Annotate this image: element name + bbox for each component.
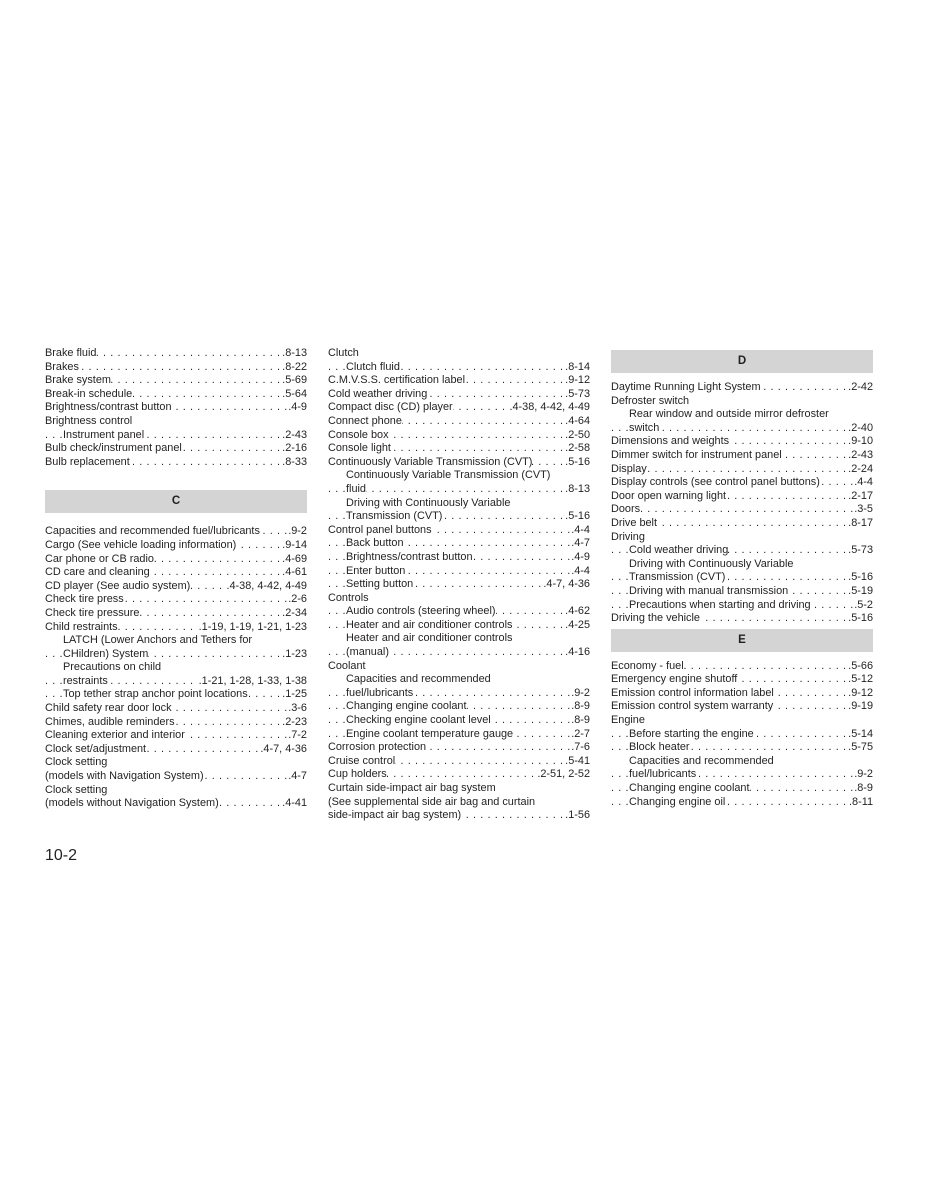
index-entry-text: Checking engine coolant level [346, 714, 491, 727]
index-entry-text: Driving with manual transmission [629, 584, 789, 597]
index-entry-text: (models with Navigation System) [45, 770, 204, 783]
index-entry-text: Back button [346, 537, 404, 550]
index-entry-text: restraints [63, 674, 108, 687]
index-entry-page: .5-75 [848, 741, 873, 754]
index-entry-text: Display controls (see control panel buttons) [611, 476, 820, 489]
index-entry-page: .9-12 [848, 686, 873, 699]
index-entry-text: Changing engine oil [629, 795, 726, 808]
index-entry [45, 702, 307, 716]
index-entry-text: Heater and air conditioner controls [346, 618, 513, 631]
index-entry [45, 374, 307, 388]
index-entry [328, 605, 590, 619]
index-entry [45, 539, 307, 553]
index-entry [611, 714, 873, 728]
index-entry-text: Setting button [346, 578, 414, 591]
index-entry-text: Economy - fuel [611, 659, 684, 672]
index-entry-text: Top tether strap anchor point locations [63, 688, 248, 701]
index-entry-text: Brightness/contrast button [45, 401, 172, 414]
index-entry-page: .5-69 [282, 374, 307, 387]
index-entry-page: .4-7 [288, 770, 307, 783]
index-entry [45, 388, 307, 402]
index-entry-text: Connect phone [328, 414, 402, 427]
index-entry-text: Defroster switch [611, 394, 690, 407]
index-entry-page: .2-34 [282, 606, 307, 619]
index-entry [611, 381, 873, 395]
index-entry [611, 490, 873, 504]
index-entry [611, 660, 873, 674]
index-entry-text: Continuously Variable Transmission (CVT) [346, 469, 551, 482]
index-entry [611, 796, 873, 810]
index-entry-page: .4-4 [571, 564, 590, 577]
index-entry-page: .7-6 [571, 741, 590, 754]
index-entry [45, 442, 307, 456]
index-entry-page: .9-12 [565, 374, 590, 387]
index-entry-page: .4-4 [854, 476, 873, 489]
index-entry [328, 429, 590, 443]
index-entry-page: .2-7 [571, 727, 590, 740]
index-entry-text: Brightness control [45, 414, 133, 427]
index-entry [328, 401, 590, 415]
index-entry-page: .8-11 [848, 795, 873, 808]
index-entry [45, 361, 307, 375]
index-entry [45, 347, 307, 361]
index-entry [45, 756, 307, 770]
index-entry-page: .5-2 [854, 598, 873, 611]
index-entry [611, 599, 873, 613]
index-entry [611, 558, 873, 572]
index-entry-text: Emission control information label [611, 686, 774, 699]
index-entry-page: .4-16 [565, 646, 590, 659]
index-entry-text: Cup holders [328, 768, 387, 781]
index-entry-page: .5-73 [848, 544, 873, 557]
index-entry-text: Precautions when starting and driving [629, 598, 811, 611]
index-entry-text: Cruise control [328, 754, 396, 767]
index-entry-text: Console light [328, 442, 391, 455]
index-entry-text: Enter button [346, 564, 406, 577]
section-header-d: D [611, 350, 873, 373]
index-entry [45, 415, 307, 429]
index-entry-page: .8-14 [565, 360, 590, 373]
index-entry-page: .2-58 [565, 442, 590, 455]
index-entry [45, 797, 307, 811]
index-entry [328, 497, 590, 511]
index-entry [328, 388, 590, 402]
index-entry-page: .8-22 [282, 360, 307, 373]
index-entry-page: .5-41 [565, 754, 590, 767]
index-entry-page: .2-23 [282, 715, 307, 728]
index-entry [611, 768, 873, 782]
index-entry-text: (manual) [346, 646, 389, 659]
index-entry [611, 544, 873, 558]
index-entry [611, 728, 873, 742]
index-entry-text: fuel/lubricants [629, 768, 697, 781]
index-entry-text: Emergency engine shutoff [611, 673, 738, 686]
index-entry [45, 743, 307, 757]
index-entry [328, 510, 590, 524]
index-entry [328, 796, 590, 810]
index-entry-page: .2-42 [848, 381, 873, 393]
index-entry-page: .8-9 [571, 714, 590, 727]
index-entry-page: .8-33 [282, 455, 307, 468]
index-entry-page: .4-4 [571, 523, 590, 536]
index-entry-text: Cargo (See vehicle loading information) [45, 538, 237, 551]
index-entry-page: .2-6 [288, 593, 307, 606]
index-entry [328, 347, 590, 361]
index-entry-text: Transmission (CVT) [629, 571, 726, 584]
index-entry [45, 607, 307, 621]
index-entry-page: .3-5 [854, 503, 873, 516]
index-entry [45, 634, 307, 648]
index-entry-page: .4-7, 4-36 [260, 742, 307, 755]
index-entry [328, 469, 590, 483]
index-entry-text: (models without Navigation System) [45, 797, 219, 810]
index-entry-text: Driving the vehicle [611, 612, 700, 625]
index-entry-page: .2-51, 2-52 [537, 768, 590, 781]
index-entry-text: Cold weather driving [328, 387, 428, 400]
index-entry-text: Brakes [45, 360, 79, 373]
index-entry [328, 483, 590, 497]
index-entry-text: Bulb check/instrument panel [45, 442, 182, 455]
index-entry [328, 578, 590, 592]
index-entry-text: Daytime Running Light System [611, 381, 761, 393]
index-entry-page: .9-19 [848, 700, 873, 713]
index-entry [611, 700, 873, 714]
index-entry-page: .4-7 [571, 537, 590, 550]
index-entry-text: Block heater [629, 741, 690, 754]
index-entry-page: .4-38, 4-42, 4-49 [509, 401, 590, 414]
index-entry [611, 585, 873, 599]
index-entry-page: .5-12 [848, 673, 873, 686]
index-entry-page: .1-19, 1-19, 1-21, 1-23 [198, 620, 307, 633]
index-entry-text: Curtain side-impact air bag system [328, 782, 496, 794]
index-entry [45, 621, 307, 635]
index-entry-text: Heater and air conditioner controls [346, 632, 513, 645]
index-entry [45, 716, 307, 730]
index-entry [328, 592, 590, 606]
index-entry-page: .5-16 [848, 612, 873, 625]
index-entry-text: fuel/lubricants [346, 686, 414, 699]
index-entry-page: .2-17 [848, 489, 873, 502]
index-entry [328, 565, 590, 579]
index-entry [611, 395, 873, 409]
index-entry-page: .8-9 [571, 700, 590, 713]
index-entry [328, 728, 590, 742]
index-entry-text: Engine coolant temperature gauge [346, 727, 514, 740]
index-entry [45, 688, 307, 702]
index-entry-page: .5-73 [565, 387, 590, 400]
index-entry [45, 580, 307, 594]
index-entry [611, 476, 873, 490]
index-entry-text: Dimmer switch for instrument panel [611, 448, 782, 461]
index-entry-text: Control panel buttons [328, 523, 432, 536]
index-entry-text: Clutch [328, 347, 359, 359]
index-entry [328, 632, 590, 646]
index-entry-text: Driving [611, 530, 645, 543]
section-header-c: C [45, 490, 307, 513]
index-entry [45, 553, 307, 567]
index-entry-page: .9-14 [282, 538, 307, 551]
index-entry [328, 809, 590, 823]
index-entry [611, 503, 873, 517]
index-entry-text: Rear window and outside mirror defroster [629, 408, 829, 421]
index-column-1 [45, 347, 307, 811]
index-entry [328, 456, 590, 470]
index-entry-text: CD player (See audio system) [45, 579, 191, 592]
index-entry-text: Doors [611, 503, 641, 516]
index-entry-text: Brake fluid [45, 347, 97, 359]
index-entry [611, 517, 873, 531]
index-entry [611, 463, 873, 477]
index-entry-page: .8-17 [848, 516, 873, 529]
index-entry [45, 729, 307, 743]
index-entry-text: Driving with Continuously Variable [346, 496, 511, 509]
index-entry-text: Break-in schedule [45, 387, 133, 400]
index-entry-text: Cleaning exterior and interior [45, 729, 185, 742]
index-entry-text: side-impact air bag system) [328, 809, 462, 822]
index-entry-page: .9-10 [848, 435, 873, 448]
index-entry [328, 660, 590, 674]
index-entry [328, 537, 590, 551]
index-entry-text: Door open warning light [611, 489, 727, 502]
index-entry [611, 435, 873, 449]
index-entry-text: Brake system [45, 374, 111, 387]
index-entry [611, 755, 873, 769]
index-entry [45, 675, 307, 689]
index-entry-page: .4-62 [565, 605, 590, 618]
index-entry-page: .8-13 [282, 347, 307, 359]
index-entry [328, 551, 590, 565]
index-entry-page: .8-13 [565, 482, 590, 495]
index-entry-text: Changing engine coolant [629, 782, 750, 795]
index-entry [328, 768, 590, 782]
index-entry [328, 361, 590, 375]
index-entry [611, 741, 873, 755]
index-entry [328, 374, 590, 388]
index-entry-text: Check tire pressure [45, 606, 140, 619]
index-entry [328, 673, 590, 687]
index-entry-page: .2-40 [848, 421, 873, 434]
index-entry [328, 700, 590, 714]
index-entry [611, 408, 873, 422]
index-entry [45, 566, 307, 580]
index-entry-text: Continuously Variable Transmission (CVT) [328, 455, 533, 468]
index-entry [611, 571, 873, 585]
index-entry-page: .1-56 [565, 809, 590, 822]
index-entry-page: .8-9 [854, 782, 873, 795]
index-entry [45, 456, 307, 470]
index-entry-page: .2-16 [282, 442, 307, 455]
index-entry-text: Clock setting [45, 756, 108, 769]
index-entry [45, 593, 307, 607]
index-entry-page: .5-14 [848, 727, 873, 740]
index-entry-text: Controls [328, 591, 369, 604]
index-entry-page: .5-66 [848, 659, 873, 672]
index-entry-text: Capacities and recommended fuel/lubricants [45, 525, 260, 538]
index-entry-page: .5-19 [848, 584, 873, 597]
index-entry-text: Coolant [328, 659, 366, 672]
index-entry [328, 524, 590, 538]
index-entry-text: Compact disc (CD) player [328, 401, 453, 414]
index-entry-text: Capacities and recommended [629, 754, 774, 767]
index-entry-page: .5-16 [848, 571, 873, 584]
index-entry-text: Dimensions and weights [611, 435, 730, 448]
index-entry [611, 612, 873, 626]
index-entry-page: .1-25 [282, 688, 307, 701]
index-entry [45, 770, 307, 784]
index-entry-text: LATCH (Lower Anchors and Tethers for [63, 634, 253, 647]
index-entry-page: .4-7, 4-36 [543, 578, 590, 591]
index-entry-page: .4-9 [288, 401, 307, 414]
index-entry-text: Clutch fluid [346, 360, 400, 373]
index-entry-text: Audio controls (steering wheel) [346, 605, 496, 618]
index-entry-text: Chimes, audible reminders [45, 715, 175, 728]
index-entry [45, 401, 307, 415]
index-entry-page: .4-64 [565, 414, 590, 427]
index-entry-text: C.M.V.S.S. certification label [328, 374, 465, 387]
index-entry-text: Instrument panel [63, 428, 145, 441]
index-entry-text: Corrosion protection [328, 741, 427, 754]
index-entry-page: .1-23 [282, 647, 307, 660]
index-entry-page: .2-50 [565, 428, 590, 441]
index-entry-text: Clock set/adjustment [45, 742, 147, 755]
index-column-3 [611, 347, 873, 809]
index-entry-text: Console box [328, 428, 389, 441]
index-entry [611, 422, 873, 436]
index-entry-page: .4-38, 4-42, 4-49 [226, 579, 307, 592]
index-entry [611, 673, 873, 687]
index-entry-page: .2-24 [848, 462, 873, 475]
index-entry [328, 619, 590, 633]
index-entry-page: .9-2 [288, 525, 307, 538]
index-entry-text: Clock setting [45, 783, 108, 796]
index-entry-text: Car phone or CB radio [45, 552, 154, 565]
index-entry [45, 525, 307, 539]
index-entry-text: Emission control system warranty [611, 700, 774, 713]
index-entry [611, 531, 873, 545]
section-header-e: E [611, 629, 873, 652]
index-entry-text: Changing engine coolant [346, 700, 467, 713]
index-entry-text: CD care and cleaning [45, 566, 150, 579]
index-entry-text: Before starting the engine [629, 727, 754, 740]
index-entry-page: .2-43 [848, 448, 873, 461]
index-entry-text: Driving with Continuously Variable [629, 557, 794, 570]
index-entry-text: Display [611, 462, 647, 475]
index-entry-text: Precautions on child [63, 661, 162, 674]
index-column-2 [328, 347, 590, 823]
index-entry-page: .5-16 [565, 510, 590, 523]
index-entry [328, 646, 590, 660]
index-entry [328, 714, 590, 728]
index-entry-page: .4-9 [571, 550, 590, 563]
index-entry [328, 415, 590, 429]
index-entry-page: .1-21, 1-28, 1-33, 1-38 [198, 674, 307, 687]
index-entry-text: switch [629, 421, 660, 434]
index-entry [328, 755, 590, 769]
index-entry [45, 661, 307, 675]
index-entry-page: .4-41 [282, 797, 307, 810]
index-entry-text: Check tire press [45, 593, 124, 606]
index-entry-page: .4-25 [565, 618, 590, 631]
index-entry [611, 449, 873, 463]
index-entry [611, 782, 873, 796]
index-entry-page: .4-61 [282, 566, 307, 579]
index-entry-page: .5-64 [282, 387, 307, 400]
index-entry [45, 429, 307, 443]
index-entry [45, 784, 307, 798]
index-entry-text: Brightness/contrast button [346, 550, 473, 563]
index-entry-text: Transmission (CVT) [346, 510, 443, 523]
index-entry-page: .9-2 [854, 768, 873, 781]
index-entry-text: CHildren) System [63, 647, 149, 660]
index-entry-text: Cold weather driving [629, 544, 729, 557]
index-entry-page: .2-43 [282, 428, 307, 441]
index-entry-page: .3-6 [288, 702, 307, 715]
page-number: 10-2 [45, 847, 78, 864]
index-entry [328, 687, 590, 701]
index-entry-text: (See supplemental side air bag and curtain [328, 795, 536, 808]
index-entry-text: fluid [346, 482, 366, 495]
index-entry-text: Capacities and recommended [346, 673, 491, 686]
index-entry-page: .9-2 [571, 686, 590, 699]
index-entry [611, 687, 873, 701]
index-entry-text: Engine [611, 714, 645, 727]
index-entry-text: Child restraints [45, 620, 118, 633]
index-entry-page: .4-69 [282, 552, 307, 565]
index-entry-text: Child safety rear door lock [45, 702, 172, 715]
index-entry [328, 741, 590, 755]
index-entry-page: .5-16 [565, 455, 590, 468]
index-entry-text: Drive belt [611, 516, 657, 529]
index-entry-text: Bulb replacement [45, 455, 130, 468]
index-entry [45, 648, 307, 662]
index-entry-page: .7-2 [288, 729, 307, 742]
index-entry [328, 782, 590, 796]
index-entry [328, 442, 590, 456]
